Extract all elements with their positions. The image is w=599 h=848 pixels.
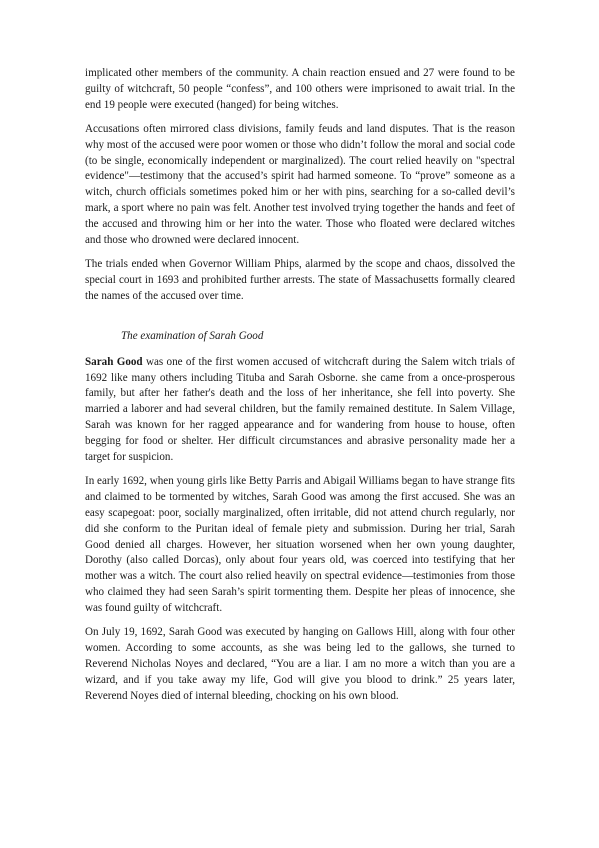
paragraph-execution: On July 19, 1692, Sarah Good was executed by hanging on Gallows Hill, along with four other women. According to some accounts, as she was being led to the gallows, she turned to Reverend Nicholas Noyes and declared, “You are a liar. I am no more a witch than you are a wizard, and if you take away my life, God will give you blood to drink.” 25 years later, Reverend Noyes died of internal bleeding, chocking on his own blood. [85, 626, 515, 702]
section-heading: The examination of Sarah Good [121, 329, 264, 342]
paragraph-accusations: Accusations often mirrored class divisions, family feuds and land disputes. That is the reason why most of the accused were poor women or those who didn’t follow the moral and social code (to be single, economically independent or marginalized). The court relied heavily on "spectral evidence"—testimony that the accused’s spirit had harmed someone. To “prove” someone as a witch, church officials sometimes poked him or her with pins, searching for a so-called devil’s mark, a sport where no pain was felt. Another test involved trying together the hands and feet of the accused and throwing him or her into the water. Those who floated were declared witches and those who drowned were declared innocent. [85, 122, 515, 247]
paragraph-chain-reaction: implicated other members of the community. A chain reaction ensued and 27 were found to be guilty of witchcraft, 50 people “confess”, and 100 others were imprisoned to await trial. In the end 19 people were executed (hanged) for being witches. [85, 67, 515, 111]
paragraph-sarah-good-intro [85, 355, 515, 466]
paragraph-sarah-good-intro-text: was one of the first women accused of witchcraft during the Salem witch trials of 1692 like many others including Tituba and Sarah Osborne. she came from a once-prosperous family, but after her father's death and the loss of her inheritance, she fell into poverty. She married a laborer and had several children, but the family remained destitute. In Salem Village, Sarah was known for her ragged appearance and for wandering from house to house, often begging for food or shelter. Her difficult circumstances and abrasive personality made her a target for suspicion. [85, 355, 516, 464]
paragraph-trials-ended: The trials ended when Governor William Phips, alarmed by the scope and chaos, dissolved the special court in 1693 and prohibited further arrests. The state of Massachusetts formally cleared the names of the accused over time. [85, 257, 515, 302]
paragraph-accused: In early 1692, when young girls like Betty Parris and Abigail Williams began to have strange fits and claimed to be tormented by witches, Sarah Good was among the first accused. She was an easy scapegoat: poor, socially marginalized, often irritable, did not attend church regularly, nor did she conform to the Puritan ideal of female piety and submission. During her trial, Sarah Good denied all charges. However, her situation worsened when her own young daughter, Dorothy (also called Dorcas), only about four years old, was coerced into testifying that her mother was a witch. The court also relied heavily on spectral evidence—testimonies from those who claimed they had seen Sarah’s spirit tormenting them. Despite her pleas of innocence, she was found guilty of witchcraft. [85, 474, 515, 615]
document-page [85, 66, 515, 713]
bold-name: Sarah Good [85, 355, 143, 368]
